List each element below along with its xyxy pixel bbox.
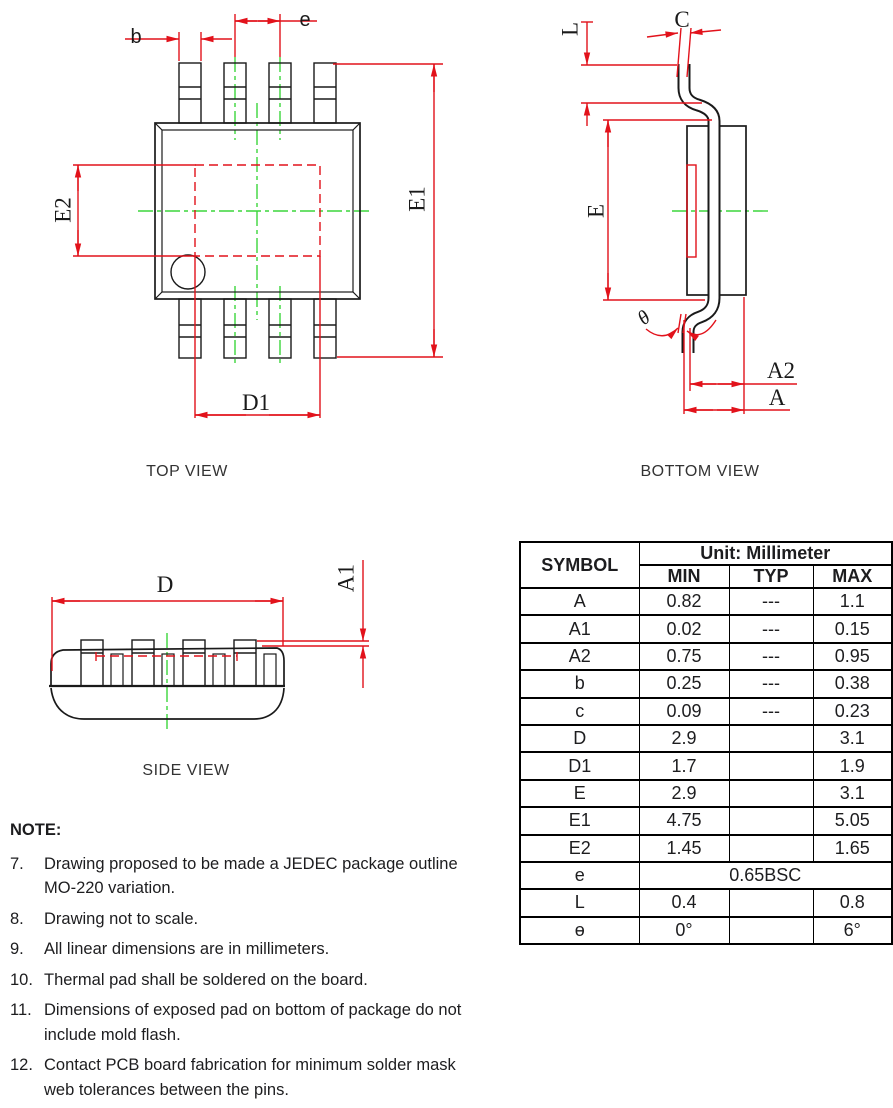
max-cell: 6° <box>813 917 892 944</box>
column-header-max: MAX <box>813 565 892 588</box>
symbol-cell: E2 <box>520 835 639 862</box>
dim-label-D1: D1 <box>241 390 271 415</box>
dim-label-A: A <box>768 385 786 410</box>
note-number: 8. <box>10 909 24 928</box>
note-item <box>10 852 488 901</box>
pin1-marker-circle <box>171 255 205 289</box>
table-row <box>520 588 892 615</box>
column-header-typ: TYP <box>729 565 813 588</box>
min-cell: 0.02 <box>639 615 729 642</box>
typ-cell: --- <box>729 588 813 615</box>
typ-cell <box>729 807 813 834</box>
symbol-cell: e <box>520 862 639 889</box>
min-cell: 2.9 <box>639 780 729 807</box>
note-item <box>10 998 488 1047</box>
symbol-cell: D1 <box>520 752 639 779</box>
symbol-cell: E <box>520 780 639 807</box>
top-view-label: TOP VIEW <box>146 463 228 480</box>
table-row <box>520 643 892 670</box>
side-view-label: SIDE VIEW <box>142 762 230 779</box>
max-cell: 1.1 <box>813 588 892 615</box>
note-text: Drawing not to scale. <box>44 909 199 928</box>
table-row <box>520 725 892 752</box>
bottom-view-label: BOTTOM VIEW <box>640 463 760 480</box>
table-row <box>520 835 892 862</box>
max-cell: 5.05 <box>813 807 892 834</box>
notes-title: NOTE: <box>10 821 62 839</box>
min-cell: 0.09 <box>639 698 729 725</box>
min-cell: 0.4 <box>639 889 729 916</box>
symbol-cell: E1 <box>520 807 639 834</box>
dim-label-E: E <box>583 203 609 219</box>
dim-label-L: L <box>557 21 583 37</box>
note-item <box>10 937 488 962</box>
unit-header: Unit: Millimeter <box>639 542 892 565</box>
symbol-cell: A2 <box>520 643 639 670</box>
table-row <box>520 780 892 807</box>
dim-label-e: e <box>299 9 311 31</box>
table-row <box>520 862 892 889</box>
typ-cell: --- <box>729 670 813 697</box>
table-row <box>520 917 892 944</box>
notes-list <box>10 852 488 1103</box>
bottom-pins <box>179 299 336 358</box>
dim-label-C: C <box>674 7 690 32</box>
typ-cell <box>729 889 813 916</box>
symbol-cell: b <box>520 670 639 697</box>
note-number: 11. <box>10 1001 32 1019</box>
min-cell: 1.45 <box>639 835 729 862</box>
note-text: Drawing proposed to be made a JEDEC package outline MO-220 variation. <box>44 854 458 897</box>
symbol-cell: A <box>520 588 639 615</box>
typ-cell <box>729 917 813 944</box>
span-value-cell: 0.65BSC <box>639 862 892 889</box>
min-cell: 4.75 <box>639 807 729 834</box>
note-number: 9. <box>10 940 24 958</box>
min-cell: 1.7 <box>639 752 729 779</box>
max-cell: 1.9 <box>813 752 892 779</box>
dim-label-E2: E2 <box>50 197 76 223</box>
bottom-view-drawing <box>558 7 798 414</box>
typ-cell <box>729 752 813 779</box>
max-cell: 0.8 <box>813 889 892 916</box>
typ-cell: --- <box>729 643 813 670</box>
max-cell: 3.1 <box>813 725 892 752</box>
table-row <box>520 752 892 779</box>
max-cell: 0.95 <box>813 643 892 670</box>
max-cell: 0.23 <box>813 698 892 725</box>
dim-label-A2: A2 <box>766 358 796 383</box>
top-view-centerlines <box>138 57 373 365</box>
dim-label-b: b <box>130 26 142 48</box>
typ-cell <box>729 835 813 862</box>
dim-label-theta: θ <box>633 306 655 330</box>
max-cell: 0.15 <box>813 615 892 642</box>
side-view-dimension-lines <box>52 560 369 688</box>
max-cell: 3.1 <box>813 780 892 807</box>
note-item <box>10 1053 488 1102</box>
typ-cell: --- <box>729 615 813 642</box>
note-number: 12. <box>10 1056 33 1074</box>
dimensions-table <box>519 541 893 945</box>
min-cell: 0° <box>639 917 729 944</box>
symbol-cell: c <box>520 698 639 725</box>
typ-cell <box>729 780 813 807</box>
table-row <box>520 698 892 725</box>
min-cell: 2.9 <box>639 725 729 752</box>
note-number: 10. <box>10 970 33 989</box>
note-text: All linear dimensions are in millimeters. <box>44 940 330 958</box>
column-header-min: MIN <box>639 565 729 588</box>
note-text: Thermal pad shall be soldered on the board. <box>44 970 368 989</box>
table-row <box>520 807 892 834</box>
symbol-cell: A1 <box>520 615 639 642</box>
note-item <box>10 968 488 993</box>
typ-cell: --- <box>729 698 813 725</box>
note-text: Contact PCB board fabrication for minimum solder mask web tolerances between the pins. <box>44 1056 456 1099</box>
dim-label-A1: A1 <box>333 563 359 593</box>
table-row <box>520 670 892 697</box>
top-view-dimension-lines <box>73 14 443 418</box>
table-row <box>520 615 892 642</box>
dim-label-E1: E1 <box>404 186 430 212</box>
dim-label-D: D <box>156 572 174 597</box>
note-number: 7. <box>10 854 24 873</box>
side-view-drawing <box>49 560 369 731</box>
min-cell: 0.75 <box>639 643 729 670</box>
min-cell: 0.25 <box>639 670 729 697</box>
note-item <box>10 907 488 932</box>
max-cell: 0.38 <box>813 670 892 697</box>
gull-wing-lead <box>684 64 714 353</box>
table-row <box>520 889 892 916</box>
typ-cell <box>729 725 813 752</box>
top-view-drawing <box>51 9 444 418</box>
symbol-cell: L <box>520 889 639 916</box>
note-text: Dimensions of exposed pad on bottom of package do not include mold flash. <box>44 1001 462 1044</box>
symbol-cell: ɵ <box>520 917 639 944</box>
notes-section <box>10 818 488 1108</box>
symbol-cell: D <box>520 725 639 752</box>
symbol-header: SYMBOL <box>520 542 639 588</box>
max-cell: 1.65 <box>813 835 892 862</box>
min-cell: 0.82 <box>639 588 729 615</box>
